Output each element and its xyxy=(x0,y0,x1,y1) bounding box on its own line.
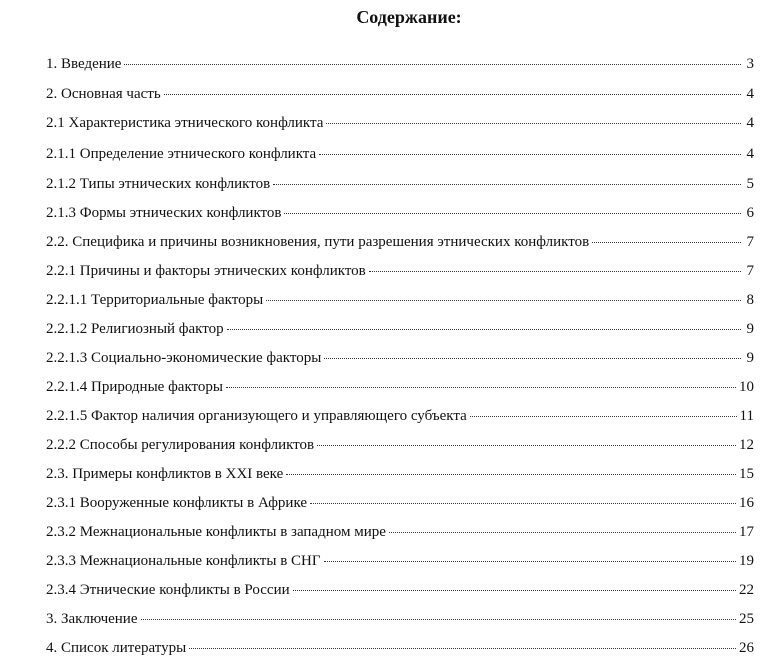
toc-entry xyxy=(46,56,754,76)
dot-leader xyxy=(319,153,741,155)
dot-leader xyxy=(592,241,741,243)
toc-page-number: 7 xyxy=(746,263,754,279)
dot-leader xyxy=(124,63,741,65)
toc-page-number: 10 xyxy=(739,379,754,395)
toc-page-number: 4 xyxy=(746,146,754,162)
toc-entry xyxy=(46,321,754,341)
dot-leader xyxy=(273,183,741,185)
toc-entry-text: 2.2.1.5 Фактор наличия организующего и управляющего субъекта xyxy=(46,408,467,424)
toc-entry xyxy=(46,582,754,602)
toc-entry-text: 3. Заключение xyxy=(46,611,138,627)
toc-page-number: 15 xyxy=(739,466,754,482)
dot-leader xyxy=(286,473,736,475)
toc-page-number: 26 xyxy=(739,640,754,656)
toc-entry-text: 2. Основная часть xyxy=(46,86,161,102)
dot-leader xyxy=(310,502,736,504)
toc-page-number: 17 xyxy=(739,524,754,540)
toc-page-number: 16 xyxy=(739,495,754,511)
toc-page-number: 7 xyxy=(746,234,754,250)
dot-leader xyxy=(266,299,741,301)
dot-leader xyxy=(189,647,736,649)
toc-page-number: 4 xyxy=(746,86,754,102)
dot-leader xyxy=(369,270,741,272)
toc-entry xyxy=(46,611,754,631)
toc-entry xyxy=(46,495,754,515)
toc-entry xyxy=(46,146,754,166)
dot-leader xyxy=(470,415,737,417)
toc-entry xyxy=(46,466,754,486)
toc-page-number: 19 xyxy=(739,553,754,569)
toc-entry-text: 2.1 Характеристика этнического конфликта xyxy=(46,115,324,131)
toc-entry-text: 2.3.3 Межнациональные конфликты в СНГ xyxy=(46,553,321,569)
toc-entry xyxy=(46,408,754,428)
toc-page-number: 11 xyxy=(739,408,754,424)
toc-page-number: 9 xyxy=(746,321,754,337)
toc-page-number: 8 xyxy=(746,292,754,308)
toc-page-number: 5 xyxy=(746,176,754,192)
toc-entry-text: 2.2.1.3 Социально-экономические факторы xyxy=(46,350,322,366)
toc-entry-text: 2.2.1 Причины и факторы этнических конфликтов xyxy=(46,263,366,279)
toc-entry xyxy=(46,553,754,573)
toc-entry xyxy=(46,524,754,544)
toc-entry-text: 4. Список литературы xyxy=(46,640,187,656)
toc-entry-text: 2.3.1 Вооруженные конфликты в Африке xyxy=(46,495,308,511)
dot-leader xyxy=(389,531,736,533)
toc-entry-text: 2.1.3 Формы этнических конфликтов xyxy=(46,205,282,221)
dot-leader xyxy=(326,122,741,124)
dot-leader xyxy=(317,444,736,446)
toc-page-number: 9 xyxy=(746,350,754,366)
toc-entry-text: 2.2.2 Способы регулирования конфликтов xyxy=(46,437,315,453)
toc-entry xyxy=(46,350,754,370)
dot-leader xyxy=(284,212,741,214)
dot-leader xyxy=(324,560,736,562)
toc-entry xyxy=(46,234,754,254)
dot-leader xyxy=(293,589,736,591)
toc-page-number: 25 xyxy=(739,611,754,627)
toc-entry xyxy=(46,640,754,660)
toc-entry-text: 2.3.2 Межнациональные конфликты в западном мире xyxy=(46,524,386,540)
toc-entry-text: 2.3.4 Этнические конфликты в России xyxy=(46,582,290,598)
dot-leader xyxy=(227,328,741,330)
toc-entry-text: 1. Введение xyxy=(46,56,122,72)
toc-entry xyxy=(46,115,754,135)
toc-page-number: 6 xyxy=(746,205,754,221)
toc-page-number: 12 xyxy=(739,437,754,453)
toc-page-number: 22 xyxy=(739,582,754,598)
dot-leader xyxy=(324,357,741,359)
toc-page-number: 3 xyxy=(746,56,754,72)
toc-entry-text: 2.2.1.4 Природные факторы xyxy=(46,379,223,395)
toc-page-number: 4 xyxy=(746,115,754,131)
toc-entry-text: 2.3. Примеры конфликтов в XXI веке xyxy=(46,466,284,482)
toc-entry xyxy=(46,379,754,399)
toc-entry xyxy=(46,205,754,225)
toc-entry-text: 2.1.2 Типы этнических конфликтов xyxy=(46,176,271,192)
toc-entry-text: 2.2. Специфика и причины возникновения, пути разрешения этнических конфликтов xyxy=(46,234,590,250)
dot-leader xyxy=(164,93,741,95)
toc-entry xyxy=(46,292,754,312)
toc-entry xyxy=(46,437,754,457)
toc-entry-text: 2.2.1.2 Религиозный фактор xyxy=(46,321,224,337)
dot-leader xyxy=(141,618,737,620)
toc-entry xyxy=(46,263,754,283)
toc-entry-text: 2.2.1.1 Территориальные факторы xyxy=(46,292,264,308)
toc-title: Содержание: xyxy=(356,7,462,27)
toc-entry-text: 2.1.1 Определение этнического конфликта xyxy=(46,146,317,162)
toc-entry xyxy=(46,176,754,196)
toc-entry xyxy=(46,86,754,106)
dot-leader xyxy=(226,386,736,388)
